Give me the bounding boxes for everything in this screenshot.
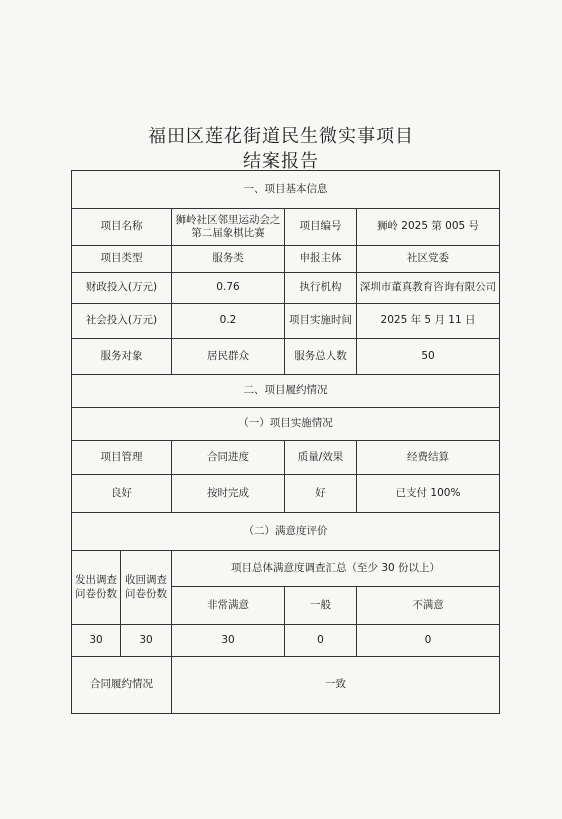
sat-col-very-satisfied: 非常满意 xyxy=(172,587,285,625)
implementation-time-value: 2025 年 5 月 11 日 xyxy=(357,304,500,339)
report-subtitle: 结案报告 xyxy=(243,151,319,172)
collected-count: 30 xyxy=(121,625,172,657)
service-target-value: 居民群众 xyxy=(172,339,285,375)
dissatisfied-count: 0 xyxy=(357,625,500,657)
collected-questionnaires-label: 收回调查问卷份数 xyxy=(121,551,172,625)
project-name-label: 项目名称 xyxy=(72,209,172,246)
section-basic-info: 一、项目基本信息 xyxy=(72,171,500,209)
project-type-label: 项目类型 xyxy=(72,246,172,273)
impl-value-settlement: 已支付 100% xyxy=(357,475,500,513)
sat-col-average: 一般 xyxy=(285,587,357,625)
service-target-label: 服务对象 xyxy=(72,339,172,375)
issued-questionnaires-label: 发出调查问卷份数 xyxy=(72,551,121,625)
project-type-value: 服务类 xyxy=(172,246,285,273)
social-input-label: 社会投入(万元) xyxy=(72,304,172,339)
satisfaction-summary-label: 项目总体满意度调查汇总（至少 30 份以上） xyxy=(172,551,500,587)
impl-header-quality: 质量/效果 xyxy=(285,441,357,475)
impl-header-settlement: 经费结算 xyxy=(357,441,500,475)
fiscal-input-value: 0.76 xyxy=(172,273,285,304)
impl-header-management: 项目管理 xyxy=(72,441,172,475)
social-input-value: 0.2 xyxy=(172,304,285,339)
executor-label: 执行机构 xyxy=(285,273,357,304)
sat-col-dissatisfied: 不满意 xyxy=(357,587,500,625)
report-form xyxy=(71,170,500,714)
project-name-value: 狮岭社区邻里运动会之第二届象棋比赛 xyxy=(172,209,285,246)
impl-header-progress: 合同进度 xyxy=(172,441,285,475)
implementation-time-label: 项目实施时间 xyxy=(285,304,357,339)
contract-performance-value: 一致 xyxy=(172,657,500,714)
very-satisfied-count: 30 xyxy=(172,625,285,657)
applicant-label: 申报主体 xyxy=(285,246,357,273)
issued-count: 30 xyxy=(72,625,121,657)
impl-value-progress: 按时完成 xyxy=(172,475,285,513)
subsection-satisfaction: （二）满意度评价 xyxy=(72,513,500,551)
applicant-value: 社区党委 xyxy=(357,246,500,273)
project-code-label: 项目编号 xyxy=(285,209,357,246)
project-code-value: 狮岭 2025 第 005 号 xyxy=(357,209,500,246)
contract-performance-label: 合同履约情况 xyxy=(72,657,172,714)
service-count-value: 50 xyxy=(357,339,500,375)
service-count-label: 服务总人数 xyxy=(285,339,357,375)
average-count: 0 xyxy=(285,625,357,657)
impl-value-quality: 好 xyxy=(285,475,357,513)
report-title: 福田区莲花街道民生微实事项目 xyxy=(148,126,414,147)
section-performance: 二、项目履约情况 xyxy=(72,375,500,408)
subsection-implementation: （一）项目实施情况 xyxy=(72,408,500,441)
executor-value: 深圳市董真教育咨询有限公司 xyxy=(357,273,500,304)
fiscal-input-label: 财政投入(万元) xyxy=(72,273,172,304)
impl-value-management: 良好 xyxy=(72,475,172,513)
